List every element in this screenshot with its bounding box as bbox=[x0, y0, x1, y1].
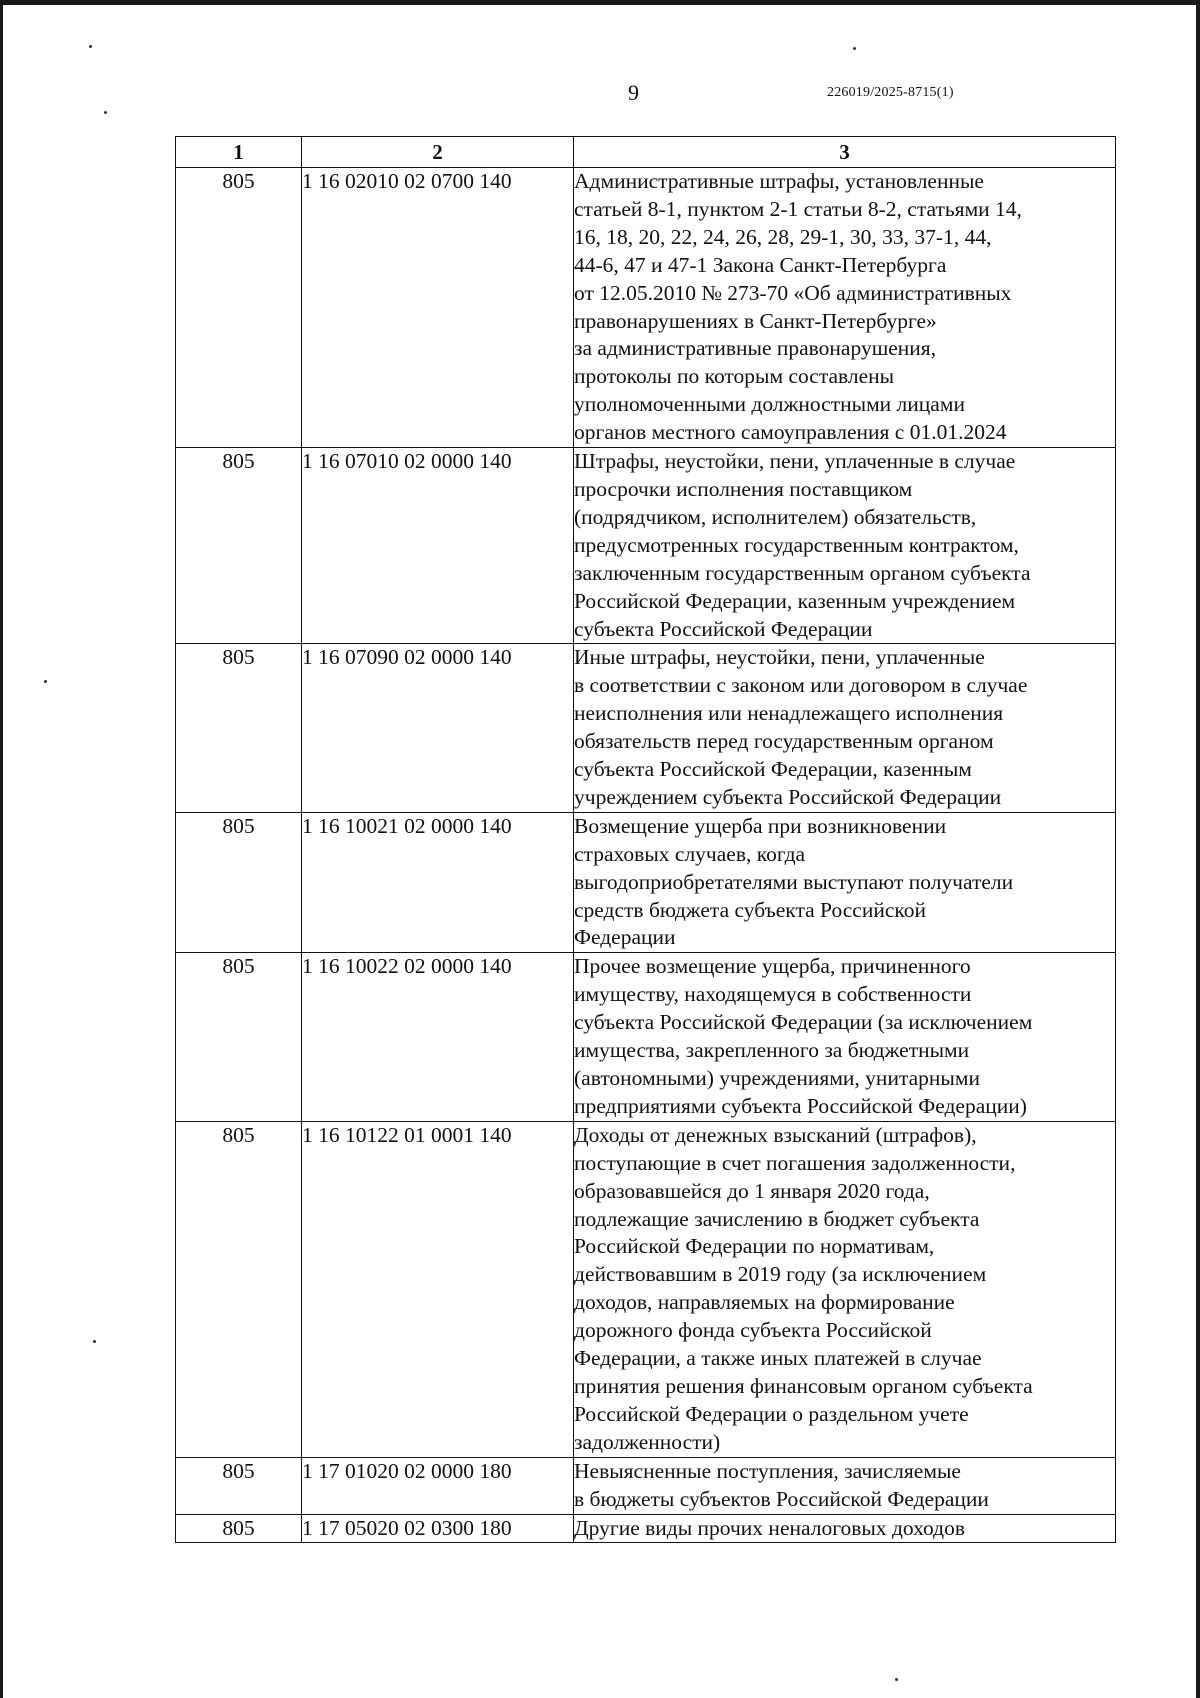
description-line: заключенным государственным органом субъекта bbox=[574, 560, 1031, 585]
description-line: просрочки исполнения поставщиком bbox=[574, 476, 913, 501]
description-cell bbox=[574, 644, 1116, 812]
description-cell bbox=[574, 1121, 1116, 1457]
description-line: Возмещение ущерба при возникновении bbox=[574, 813, 947, 838]
description-line: протоколы по которым составлены bbox=[574, 364, 895, 389]
description-line: (подрядчиком, исполнителем) обязательств, bbox=[574, 504, 977, 529]
description-line: Федерации bbox=[574, 925, 676, 950]
table-row bbox=[176, 812, 1116, 953]
description-line: 44-6, 47 и 47-1 Закона Санкт-Петербурга bbox=[574, 252, 947, 277]
description-cell bbox=[574, 953, 1116, 1121]
column-header-1: 1 bbox=[176, 137, 302, 168]
description-line: имуществу, находящемуся в собственности bbox=[574, 982, 972, 1007]
scan-speck bbox=[93, 1340, 96, 1343]
description-line: уполномоченными должностными лицами bbox=[574, 392, 965, 417]
description-line: в бюджеты субъектов Российской Федерации bbox=[574, 1486, 989, 1511]
description-line: доходов, направляемых на формирование bbox=[574, 1290, 955, 1315]
description-line: Штрафы, неустойки, пени, уплаченные в случае bbox=[574, 449, 1016, 474]
description-cell bbox=[574, 1514, 1116, 1543]
admin-code-cell: 805 bbox=[176, 644, 302, 812]
description-cell bbox=[574, 1457, 1116, 1514]
table-row bbox=[176, 953, 1116, 1121]
table-row bbox=[176, 1514, 1116, 1543]
kbk-code-cell: 1 16 10021 02 0000 140 bbox=[302, 812, 574, 953]
description-line: дорожного фонда субъекта Российской bbox=[574, 1318, 932, 1343]
table-row bbox=[176, 168, 1116, 448]
description-cell bbox=[574, 168, 1116, 448]
kbk-code-cell: 1 16 10122 01 0001 140 bbox=[302, 1121, 574, 1457]
description-line: образовавшейся до 1 января 2020 года, bbox=[574, 1178, 930, 1203]
description-line: Иные штрафы, неустойки, пени, уплаченные bbox=[574, 645, 985, 670]
description-line: принятия решения финансовым органом субъекта bbox=[574, 1373, 1033, 1398]
scan-edge-right bbox=[1196, 0, 1200, 1698]
table-row bbox=[176, 1121, 1116, 1457]
description-line: Российской Федерации, казенным учреждением bbox=[574, 588, 1016, 613]
admin-code-cell: 805 bbox=[176, 1121, 302, 1457]
table-row bbox=[176, 644, 1116, 812]
description-line: Другие виды прочих неналоговых доходов bbox=[574, 1515, 966, 1540]
description-line: Невыясненные поступления, зачисляемые bbox=[574, 1458, 961, 1483]
scan-speck bbox=[895, 1678, 898, 1681]
description-line: выгодоприобретателями выступают получатели bbox=[574, 869, 1014, 894]
scan-speck bbox=[104, 111, 107, 114]
description-cell bbox=[574, 448, 1116, 644]
description-line: поступающие в счет погашения задолженности, bbox=[574, 1150, 1016, 1175]
column-header-3: 3 bbox=[574, 137, 1116, 168]
admin-code-cell: 805 bbox=[176, 953, 302, 1121]
admin-code-cell: 805 bbox=[176, 168, 302, 448]
table-row bbox=[176, 1457, 1116, 1514]
description-line: Административные штрафы, установленные bbox=[574, 169, 984, 193]
document-id: 226019/2025-8715(1) bbox=[827, 85, 954, 100]
description-line: за административные правонарушения, bbox=[574, 336, 937, 361]
admin-code-cell: 805 bbox=[176, 1457, 302, 1514]
description-line: страховых случаев, когда bbox=[574, 841, 806, 866]
description-line: Российской Федерации о раздельном учете bbox=[574, 1401, 969, 1426]
description-line: действовавшим в 2019 году (за исключением bbox=[574, 1262, 987, 1287]
description-line: от 12.05.2010 № 273-70 «Об административных bbox=[574, 280, 1012, 305]
table-body bbox=[176, 168, 1116, 1543]
table-header-row bbox=[176, 137, 1116, 168]
description-cell bbox=[574, 812, 1116, 953]
description-line: неисполнения или ненадлежащего исполнения bbox=[574, 701, 1004, 726]
description-line: статьей 8-1, пунктом 2-1 статьи 8-2, статьями 14, bbox=[574, 196, 1022, 221]
kbk-code-cell: 1 16 10022 02 0000 140 bbox=[302, 953, 574, 1121]
description-line: Федерации, а также иных платежей в случае bbox=[574, 1346, 982, 1371]
description-line: предусмотренных государственным контрактом, bbox=[574, 532, 1019, 557]
kbk-code-cell: 1 17 01020 02 0000 180 bbox=[302, 1457, 574, 1514]
description-line: Доходы от денежных взысканий (штрафов), bbox=[574, 1122, 977, 1147]
admin-code-cell: 805 bbox=[176, 1514, 302, 1543]
scan-edge-top bbox=[0, 0, 1200, 5]
description-line: (автономными) учреждениями, унитарными bbox=[574, 1066, 980, 1090]
description-line: правонарушениях в Санкт-Петербурге» bbox=[574, 308, 937, 333]
description-line: подлежащие зачислению в бюджет субъекта bbox=[574, 1206, 980, 1231]
description-line: Прочее возмещение ущерба, причиненного bbox=[574, 954, 971, 979]
description-line: 16, 18, 20, 22, 24, 26, 28, 29-1, 30, 33, 37-1, 44, bbox=[574, 224, 992, 249]
kbk-code-cell: 1 16 02010 02 0700 140 bbox=[302, 168, 574, 448]
description-line: в соответствии с законом или договором в случае bbox=[574, 673, 1028, 698]
description-line: Российской Федерации по нормативам, bbox=[574, 1234, 935, 1259]
description-line: обязательств перед государственным органом bbox=[574, 729, 994, 754]
column-header-2: 2 bbox=[302, 137, 574, 168]
description-line: задолженности) bbox=[574, 1429, 721, 1454]
table-row bbox=[176, 448, 1116, 644]
admin-code-cell: 805 bbox=[176, 448, 302, 644]
description-line: субъекта Российской Федерации, казенным bbox=[574, 757, 972, 782]
kbk-code-cell: 1 16 07010 02 0000 140 bbox=[302, 448, 574, 644]
scan-speck bbox=[89, 45, 92, 48]
scan-edge-left bbox=[0, 0, 3, 1698]
description-line: субъекта Российской Федерации bbox=[574, 616, 873, 641]
description-line: предприятиями субъекта Российской Федерации) bbox=[574, 1093, 1027, 1118]
admin-code-cell: 805 bbox=[176, 812, 302, 953]
description-line: средств бюджета субъекта Российской bbox=[574, 897, 926, 922]
description-line: органов местного самоуправления с 01.01.2024 bbox=[574, 420, 1007, 445]
budget-codes-table bbox=[175, 136, 1116, 1543]
description-line: субъекта Российской Федерации (за исключением bbox=[574, 1010, 1033, 1035]
kbk-code-cell: 1 17 05020 02 0300 180 bbox=[302, 1514, 574, 1543]
page-number: 9 bbox=[628, 80, 639, 105]
description-line: учреждением субъекта Российской Федерации bbox=[574, 784, 1002, 809]
scan-speck bbox=[44, 680, 47, 683]
kbk-code-cell: 1 16 07090 02 0000 140 bbox=[302, 644, 574, 812]
description-line: имущества, закрепленного за бюджетными bbox=[574, 1038, 970, 1063]
scan-speck bbox=[853, 47, 856, 50]
